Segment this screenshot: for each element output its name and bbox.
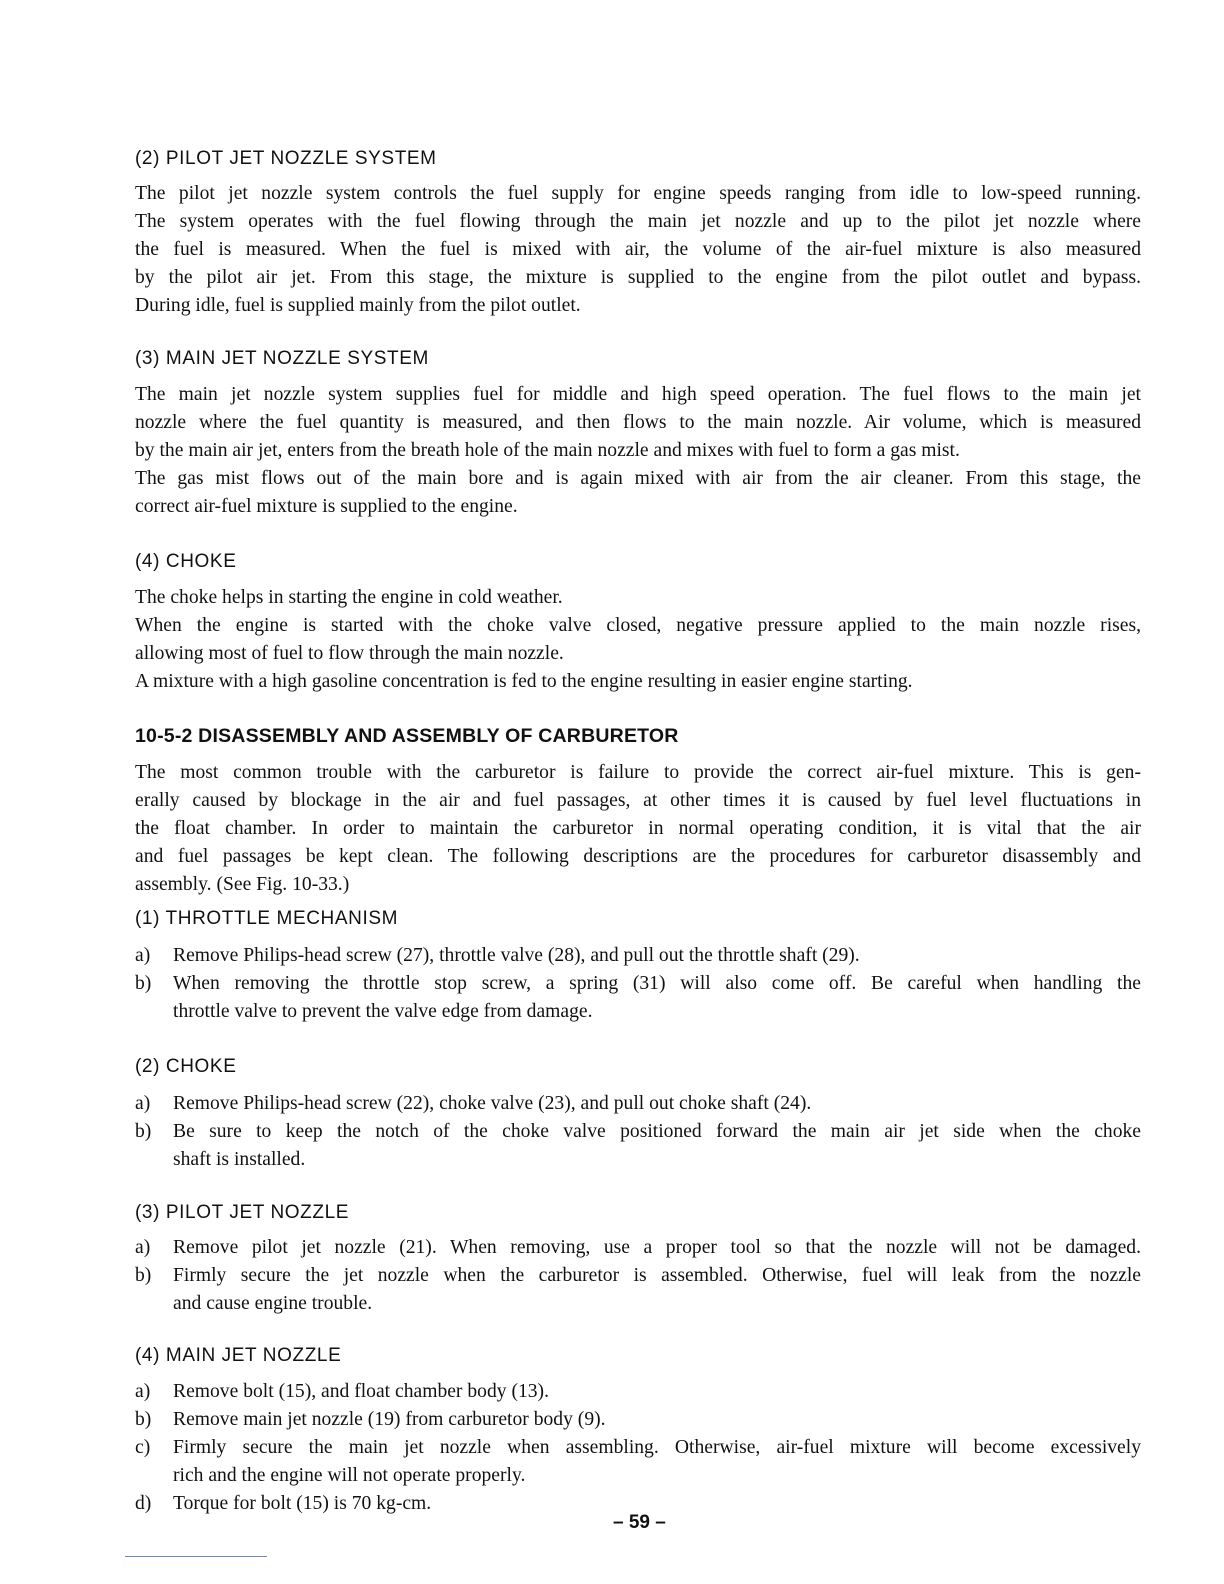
paragraph-line: The system operates with the fuel flowing through the main jet nozzle and up to the pilot jet nozzle where — [135, 211, 1141, 232]
carburetor-section-heading: 10-5-2 DISASSEMBLY AND ASSEMBLY OF CARBURETOR — [135, 725, 679, 747]
pilot-jet-nozzle-system-paragraph — [135, 180, 1141, 320]
list-item-text: When removing the throttle stop screw, a spring (31) will also come off. Be careful when handling the — [173, 973, 1141, 994]
choke-paragraph — [135, 584, 1141, 696]
main-jet-nozzle-system-paragraph — [135, 381, 1141, 521]
list-marker: b) — [135, 1121, 152, 1142]
list-item-text: Be sure to keep the notch of the choke valve positioned forward the main air jet side when the choke — [173, 1121, 1141, 1142]
list-item-text: rich and the engine will not operate properly. — [173, 1465, 526, 1486]
list-item — [135, 970, 1141, 1026]
paragraph-line: by the main air jet, enters from the breath hole of the main nozzle and mixes with fuel to form a gas mist. — [135, 440, 960, 461]
throttle-mechanism-list — [135, 942, 1141, 1026]
paragraph-line: the fuel is measured. When the fuel is mixed with air, the volume of the air-fuel mixture is also measured — [135, 239, 1141, 260]
choke-disassembly-list — [135, 1090, 1141, 1174]
list-item — [135, 1406, 1141, 1434]
list-marker: a) — [135, 1093, 151, 1114]
list-marker: a) — [135, 1237, 151, 1258]
list-marker: b) — [135, 973, 152, 994]
list-item — [135, 1262, 1141, 1318]
footer-rule — [125, 1556, 267, 1557]
list-item-text: Remove bolt (15), and float chamber body (13). — [173, 1381, 549, 1402]
list-marker: a) — [135, 945, 151, 966]
choke-heading: (4) CHOKE — [135, 551, 237, 572]
list-marker: b) — [135, 1409, 152, 1430]
main-jet-nozzle-heading: (4) MAIN JET NOZZLE — [135, 1345, 342, 1366]
paragraph-line: the float chamber. In order to maintain the carburetor in normal operating condition, it is vital that the air — [135, 818, 1141, 839]
pilot-jet-nozzle-list — [135, 1234, 1141, 1318]
list-item-text: shaft is installed. — [173, 1149, 306, 1170]
list-item — [135, 1118, 1141, 1174]
pilot-jet-nozzle-heading: (3) PILOT JET NOZZLE — [135, 1202, 350, 1223]
paragraph-line: The gas mist flows out of the main bore and is again mixed with air from the air cleaner. From this stage, the — [135, 468, 1141, 489]
list-item — [135, 1090, 1141, 1118]
list-marker: a) — [135, 1381, 151, 1402]
list-marker: b) — [135, 1265, 152, 1286]
main-jet-nozzle-list — [135, 1378, 1141, 1518]
list-item-text: throttle valve to prevent the valve edge from damage. — [173, 1001, 593, 1022]
paragraph-line: allowing most of fuel to flow through the main nozzle. — [135, 643, 564, 664]
list-item-text: Remove pilot jet nozzle (21). When removing, use a proper tool so that the nozzle will not be damaged. — [173, 1237, 1141, 1258]
paragraph-line: The main jet nozzle system supplies fuel for middle and high speed operation. The fuel flows to the main jet — [135, 384, 1141, 405]
paragraph-line: and fuel passages be kept clean. The following descriptions are the procedures for carburetor disassembly and — [135, 846, 1141, 867]
paragraph-line: nozzle where the fuel quantity is measured, and then flows to the main nozzle. Air volume, which is measured — [135, 412, 1141, 433]
list-item-text: Remove main jet nozzle (19) from carburetor body (9). — [173, 1409, 606, 1430]
pilot-jet-nozzle-system-heading: (2) PILOT JET NOZZLE SYSTEM — [135, 148, 437, 169]
carburetor-intro-paragraph — [135, 759, 1141, 899]
list-item-text: Firmly secure the main jet nozzle when assembling. Otherwise, air-fuel mixture will become excessively — [173, 1437, 1141, 1458]
paragraph-line: A mixture with a high gasoline concentration is fed to the engine resulting in easier engine starting. — [135, 671, 913, 692]
list-item — [135, 1378, 1141, 1406]
list-marker: d) — [135, 1493, 152, 1514]
paragraph-line: erally caused by blockage in the air and fuel passages, at other times it is caused by fuel level fluctuations in — [135, 790, 1141, 811]
paragraph-line: correct air-fuel mixture is supplied to the engine. — [135, 496, 518, 517]
list-item-text: and cause engine trouble. — [173, 1293, 373, 1314]
list-item — [135, 942, 1141, 970]
paragraph-line: The pilot jet nozzle system controls the fuel supply for engine speeds ranging from idle to low-speed running. — [135, 183, 1141, 204]
paragraph-line: The choke helps in starting the engine in cold weather. — [135, 587, 563, 608]
list-item-text: Firmly secure the jet nozzle when the carburetor is assembled. Otherwise, fuel will leak from the nozzle — [173, 1265, 1141, 1286]
list-item-text: Torque for bolt (15) is 70 kg-cm. — [173, 1493, 432, 1514]
choke-disassembly-heading: (2) CHOKE — [135, 1056, 237, 1077]
paragraph-line: assembly. (See Fig. 10-33.) — [135, 874, 350, 895]
throttle-mechanism-heading: (1) THROTTLE MECHANISM — [135, 908, 399, 929]
paragraph-line: During idle, fuel is supplied mainly from the pilot outlet. — [135, 295, 581, 316]
list-marker: c) — [135, 1437, 151, 1458]
list-item — [135, 1434, 1141, 1490]
page-number: – 59 – — [613, 1512, 666, 1533]
list-item — [135, 1234, 1141, 1262]
list-item-text: Remove Philips-head screw (22), choke valve (23), and pull out choke shaft (24). — [173, 1093, 812, 1114]
list-item-text: Remove Philips-head screw (27), throttle valve (28), and pull out the throttle shaft (29). — [173, 945, 860, 966]
main-jet-nozzle-system-heading: (3) MAIN JET NOZZLE SYSTEM — [135, 348, 429, 369]
paragraph-line: The most common trouble with the carburetor is failure to provide the correct air-fuel mixture. This is gen- — [135, 762, 1141, 783]
paragraph-line: When the engine is started with the choke valve closed, negative pressure applied to the main nozzle rises, — [135, 615, 1141, 636]
paragraph-line: by the pilot air jet. From this stage, the mixture is supplied to the engine from the pilot outlet and bypass. — [135, 267, 1141, 288]
